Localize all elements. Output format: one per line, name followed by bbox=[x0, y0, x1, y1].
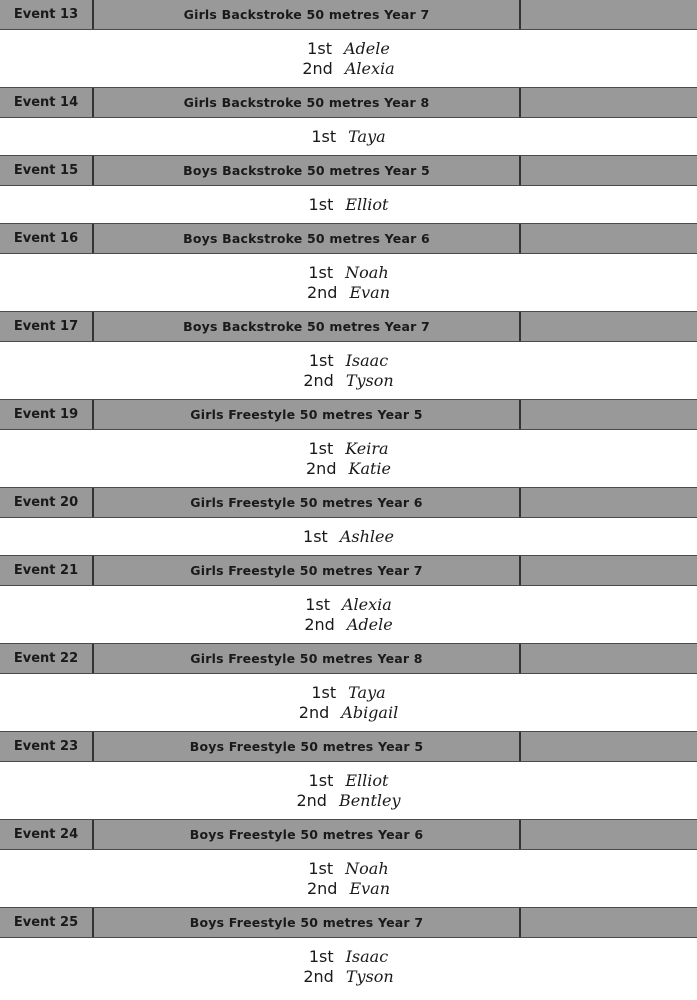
event-number: Event 20 bbox=[0, 488, 94, 517]
event-empty-cell bbox=[521, 644, 697, 673]
event-header-row bbox=[0, 819, 697, 850]
event-empty-cell bbox=[521, 488, 697, 517]
result-place: 1st bbox=[311, 126, 337, 146]
event-title: Girls Freestyle 50 metres Year 7 bbox=[94, 556, 521, 585]
event-number: Event 13 bbox=[0, 0, 94, 29]
result-name: Ashlee bbox=[339, 526, 394, 546]
result-place: 1st bbox=[308, 262, 334, 282]
event-title: Boys Backstroke 50 metres Year 6 bbox=[94, 224, 521, 253]
result-place: 2nd bbox=[306, 458, 337, 478]
result-line bbox=[309, 947, 388, 967]
result-place: 1st bbox=[308, 194, 334, 214]
result-name: Evan bbox=[349, 878, 391, 898]
event-title: Girls Freestyle 50 metres Year 6 bbox=[94, 488, 521, 517]
result-name: Taya bbox=[348, 682, 386, 702]
event-title: Girls Backstroke 50 metres Year 7 bbox=[94, 0, 521, 29]
result-place: 1st bbox=[303, 526, 328, 546]
result-name: Bentley bbox=[338, 790, 401, 810]
event-empty-cell bbox=[521, 156, 697, 185]
event-number: Event 22 bbox=[0, 644, 94, 673]
result-name: Adele bbox=[346, 614, 393, 634]
result-line bbox=[309, 195, 389, 215]
event-results bbox=[0, 186, 697, 223]
result-place: 1st bbox=[307, 38, 332, 58]
event-title: Boys Freestyle 50 metres Year 7 bbox=[94, 908, 521, 937]
result-name: Isaac bbox=[345, 350, 389, 370]
result-place: 1st bbox=[308, 350, 334, 370]
event-results bbox=[0, 586, 697, 643]
result-place: 2nd bbox=[306, 878, 338, 898]
event-header-row bbox=[0, 0, 697, 30]
event-results bbox=[0, 254, 697, 311]
result-place: 2nd bbox=[306, 282, 338, 302]
event-number: Event 17 bbox=[0, 312, 94, 341]
event-title: Girls Freestyle 50 metres Year 5 bbox=[94, 400, 521, 429]
result-name: Noah bbox=[345, 262, 389, 282]
event-header-row bbox=[0, 731, 697, 762]
result-line bbox=[304, 615, 392, 635]
event-results bbox=[0, 342, 697, 399]
result-name: Alexia bbox=[344, 58, 395, 78]
result-place: 2nd bbox=[298, 702, 330, 722]
event-header-row bbox=[0, 87, 697, 118]
result-line bbox=[311, 683, 385, 703]
event-empty-cell bbox=[521, 908, 697, 937]
event-header-row bbox=[0, 155, 697, 186]
event-empty-cell bbox=[521, 820, 697, 849]
event-results bbox=[0, 518, 697, 555]
result-line bbox=[309, 771, 389, 791]
result-name: Katie bbox=[348, 458, 391, 478]
event-results bbox=[0, 938, 697, 995]
event-results bbox=[0, 30, 697, 87]
event-empty-cell bbox=[521, 224, 697, 253]
event-empty-cell bbox=[521, 312, 697, 341]
event-title: Boys Backstroke 50 metres Year 5 bbox=[94, 156, 521, 185]
result-name: Tyson bbox=[345, 370, 394, 390]
event-results bbox=[0, 674, 697, 731]
result-place: 1st bbox=[305, 594, 330, 614]
result-place: 2nd bbox=[303, 966, 334, 986]
event-header-row bbox=[0, 555, 697, 586]
event-results bbox=[0, 118, 697, 155]
result-place: 1st bbox=[308, 946, 334, 966]
event-results bbox=[0, 430, 697, 487]
event-results bbox=[0, 850, 697, 907]
result-line bbox=[308, 263, 388, 283]
result-place: 1st bbox=[308, 858, 334, 878]
result-line bbox=[308, 439, 388, 459]
event-number: Event 23 bbox=[0, 732, 94, 761]
result-place: 1st bbox=[308, 770, 334, 790]
result-name: Noah bbox=[345, 858, 389, 878]
result-name: Taya bbox=[348, 126, 386, 146]
result-line bbox=[307, 879, 390, 899]
event-number: Event 15 bbox=[0, 156, 94, 185]
result-place: 2nd bbox=[302, 58, 333, 78]
result-name: Elliot bbox=[345, 194, 389, 214]
result-place: 2nd bbox=[304, 614, 335, 634]
event-header-row bbox=[0, 223, 697, 254]
event-empty-cell bbox=[521, 400, 697, 429]
event-number: Event 24 bbox=[0, 820, 94, 849]
result-line bbox=[299, 703, 398, 723]
event-header-row bbox=[0, 311, 697, 342]
result-name: Tyson bbox=[345, 966, 394, 986]
event-title: Girls Backstroke 50 metres Year 8 bbox=[94, 88, 521, 117]
event-number: Event 19 bbox=[0, 400, 94, 429]
event-header-row bbox=[0, 487, 697, 518]
result-name: Keira bbox=[345, 438, 389, 458]
event-number: Event 14 bbox=[0, 88, 94, 117]
result-name: Alexia bbox=[341, 594, 392, 614]
event-results bbox=[0, 762, 697, 819]
result-line bbox=[296, 791, 400, 811]
result-place: 1st bbox=[308, 438, 334, 458]
result-line bbox=[307, 39, 390, 59]
event-header-row bbox=[0, 643, 697, 674]
result-name: Adele bbox=[343, 38, 390, 58]
result-line bbox=[303, 967, 393, 987]
result-line bbox=[303, 527, 394, 547]
result-line bbox=[307, 283, 390, 303]
result-line bbox=[305, 595, 392, 615]
event-empty-cell bbox=[521, 556, 697, 585]
event-title: Girls Freestyle 50 metres Year 8 bbox=[94, 644, 521, 673]
result-place: 2nd bbox=[303, 370, 334, 390]
result-line bbox=[309, 351, 388, 371]
result-name: Elliot bbox=[345, 770, 389, 790]
event-number: Event 25 bbox=[0, 908, 94, 937]
result-place: 1st bbox=[311, 682, 337, 702]
result-name: Abigail bbox=[341, 702, 399, 722]
event-number: Event 16 bbox=[0, 224, 94, 253]
result-line bbox=[303, 371, 393, 391]
result-place: 2nd bbox=[296, 790, 327, 810]
result-line bbox=[302, 59, 394, 79]
event-title: Boys Freestyle 50 metres Year 5 bbox=[94, 732, 521, 761]
result-name: Evan bbox=[349, 282, 391, 302]
result-line bbox=[308, 859, 388, 879]
event-empty-cell bbox=[521, 732, 697, 761]
result-name: Isaac bbox=[345, 946, 389, 966]
event-title: Boys Freestyle 50 metres Year 6 bbox=[94, 820, 521, 849]
event-header-row bbox=[0, 907, 697, 938]
event-title: Boys Backstroke 50 metres Year 7 bbox=[94, 312, 521, 341]
event-number: Event 21 bbox=[0, 556, 94, 585]
result-line bbox=[306, 459, 391, 479]
event-header-row bbox=[0, 399, 697, 430]
result-line bbox=[311, 127, 385, 147]
event-empty-cell bbox=[521, 88, 697, 117]
event-empty-cell bbox=[521, 0, 697, 29]
